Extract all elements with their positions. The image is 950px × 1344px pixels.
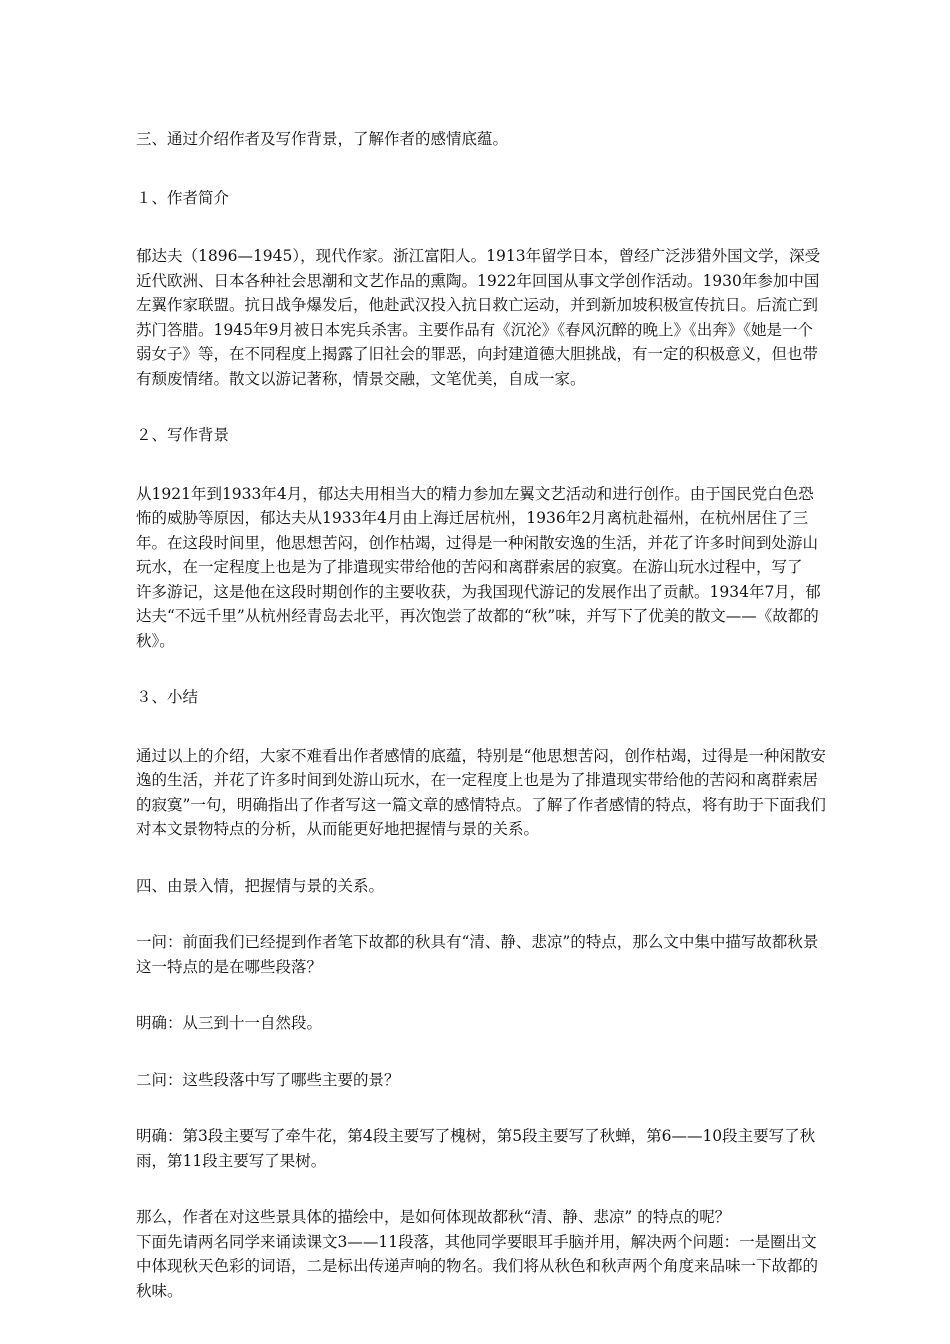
question-2: 二问：这些段落中写了哪些主要的景？ (136, 1070, 400, 1089)
section-3-heading: 三、通过介绍作者及写作背景，了解作者的感情底蕴。 (136, 130, 509, 148)
background-heading: ２、写作背景 (136, 426, 230, 444)
question-1: 一问：前面我们已经提到作者笔下故都的秋具有“清、静、悲凉”的特点，那么文中集中描写故都秋景这一特点的是在哪些段落？ (136, 933, 819, 976)
document-page (136, 127, 826, 1335)
summary-paragraph: 通过以上的介绍，大家不难看出作者感情的底蕴，特别是“他思想苦闷，创作枯竭，过得是一种闲散安逸的生活，并花了许多时间到处游山玩水，在一定程度上也是为了排遣现实带给他的苦闷和离群索居的寂寞”一句，明确指出了作者写这一篇文章的感情特点。了解了作者感情的特点，将有助于下面我们对本文景物特点的分析，从而能更好地把握情与景的关系。 (136, 746, 826, 838)
answer-2: 明确：第3段主要写了牵牛花，第4段主要写了槐树，第5段主要写了秋蝉，第6——10段主要写了秋雨，第11段主要写了果树。 (136, 1127, 816, 1170)
question-3: 那么，作者在对这些景具体的描绘中，是如何体现故都秋“清、静、悲凉” 的特点的呢？ (136, 1208, 731, 1226)
section-4-heading: 四、由景入情，把握情与景的关系。 (136, 876, 385, 895)
background-paragraph: 从1921年到1933年4月，郁达夫用相当大的精力参加左翼文艺活动和进行创作。由于国民党白色恐怖的威胁等原因，郁达夫从1933年4月由上海迁居杭州，1936年2月离杭赴福州，在杭州居住了三年。在这段时间里，他思想苦闷，创作枯竭，过得是一种闲散安逸的生活，并花了许多时间到处游山玩水，在一定程度上也是为了排遣现实带给他的苦闷和离群索居的寂寞。在游山玩水过程中，写了 许多游记，这是他在这段时期创作的主要收获，为我国现代游记的发展作出了贡献。1934年7月，郁达夫“不远千里”从杭州经青岛去北平，再次饱尝了故都的“秋”味，并写下了优美的散文——《故都的秋》。 (136, 484, 821, 650)
answer-1: 明确：从三到十一自然段。 (136, 1014, 323, 1032)
summary-heading: ３、小结 (136, 688, 199, 706)
author-intro-paragraph: 郁达夫（1896—1945），现代作家。浙江富阳人。1913年留学日本，曾经广泛涉猎外国文学，深受近代欧洲、日本各种社会思潮和文艺作品的熏陶。1922年回国从事文学创作活动。1930年参加中国左翼作家联盟。抗日战争爆发后，他赴武汉投入抗日救亡运动，并到新加坡积极宣传抗日。后流亡到苏门答腊。1945年9月被日本宪兵杀害。主要作品有《沉沦》《春风沉醉的晚上》《出奔》《她是一个弱女子》等，在不同程度上揭露了旧社会的罪恶，向封建道德大胆挑战，有一定的积极意义，但也带有颓废情绪。散文以游记著称，情景交融，文笔优美，自成一家。 (136, 247, 821, 388)
reading-task-paragraph: 下面先请两名同学来诵读课文3——11段落，其他同学要眼耳手脑并用，解决两个问题：一是圈出文中体现秋天色彩的词语，二是标出传递声响的物名。我们将从秋色和秋声两个角度来品味一下故都的秋味。 (136, 1232, 819, 1300)
author-intro-heading: １、作者简介 (136, 188, 230, 207)
